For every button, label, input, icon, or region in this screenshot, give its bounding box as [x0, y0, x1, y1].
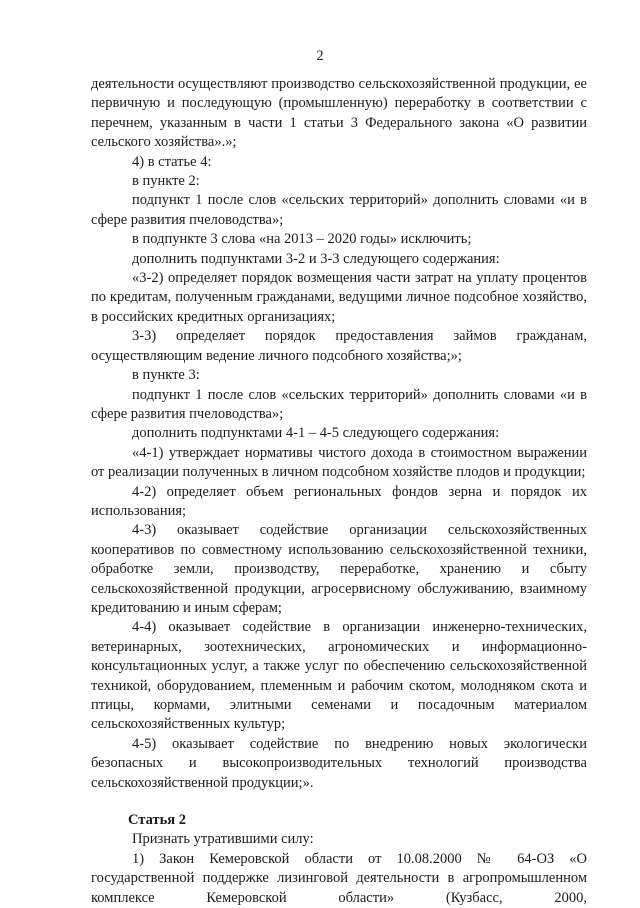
paragraph-4-1: «4-1) утверждает нормативы чистого дохода в стоимостном выражении от реализации полученных в личном подсобном хозяйстве плодов и продукции;: [91, 444, 587, 481]
article-heading: Статья 2: [128, 812, 186, 829]
paragraph-4-3: 4-3) оказывает содействие организации сельскохозяйственных кооперативов по совместному использованию сельскохозяйственной техники, обработке земли, производству, переработке, хранению и сбыту сельскохозяйственной продукции, агросервисному обслуживанию, взаимному кредитованию и иным сферам;: [91, 522, 587, 616]
paragraph-4-5: 4-5) оказывает содействие по внедрению новых экологически безопасных и высокопроизводительных технологий производства сельскохозяйственной продукции;».: [91, 735, 587, 791]
paragraph-subpoint3: в подпункте 3 слова «на 2013 – 2020 годы» исключить;: [132, 231, 472, 248]
paragraph-point3: в пункте 3:: [132, 367, 200, 384]
paragraph-4-2: 4-2) определяет объем региональных фондов зерна и порядок их использования;: [91, 483, 587, 519]
paragraph-add-4-1-4-5: дополнить подпунктами 4-1 – 4-5 следующего содержания:: [132, 425, 500, 442]
paragraph-add-3-2-3-3: дополнить подпунктами 3-2 и 3-3 следующего содержания:: [132, 250, 500, 267]
paragraph-3-3: 3-3) определяет порядок предоставления займов гражданам, осуществляющим ведение личного подсобного хозяйства;»;: [91, 328, 587, 364]
page-number: 2: [316, 48, 324, 64]
paragraph-article4: 4) в статье 4:: [132, 153, 212, 170]
paragraph-point2: в пункте 2:: [132, 173, 200, 190]
paragraph-3-2: «3-2) определяет порядок возмещения части затрат на уплату процентов по кредитам, полученным гражданами, ведущими личное подсобное хозяйство, в российских кредитных организациях;: [91, 270, 587, 325]
article-item-1: 1) Закон Кемеровской области от 10.08.2000 № 64-ОЗ «О государственной поддержке лизинговой деятельности в агропромышленном комплексе Кемеровской области» (Кузбасс, 2000,: [91, 850, 587, 906]
document-body: [91, 75, 587, 908]
paragraph-subpoint1-b: подпункт 1 после слов «сельских территорий» дополнить словами «и в сфере развития пчеловодства»;: [91, 386, 587, 422]
paragraph-continuation: деятельности осуществляют производство сельскохозяйственной продукции, ее первичную и последующую (промышленную) переработку в соответствии с перечнем, указанным в части 1 статьи 3 Федерального закона «О развитии сельского хозяйства».»;: [91, 76, 587, 151]
article-intro: Признать утратившими силу:: [132, 831, 314, 848]
paragraph-4-4: 4-4) оказывает содействие в организации инженерно-технических, ветеринарных, зоотехнических, агрономических и информационно-консультационных услуг, а также услуг по обеспечению сельскохозяйственной техникой, оборудованием, племенным и рабочим скотом, молодняком скота и птицы, кормами, элитными семенами и посадочным материалом сельскохозяйственных культур;: [91, 619, 587, 733]
paragraph-subpoint1: подпункт 1 после слов «сельских территорий» дополнить словами «и в сфере развития пчеловодства»;: [91, 192, 587, 228]
